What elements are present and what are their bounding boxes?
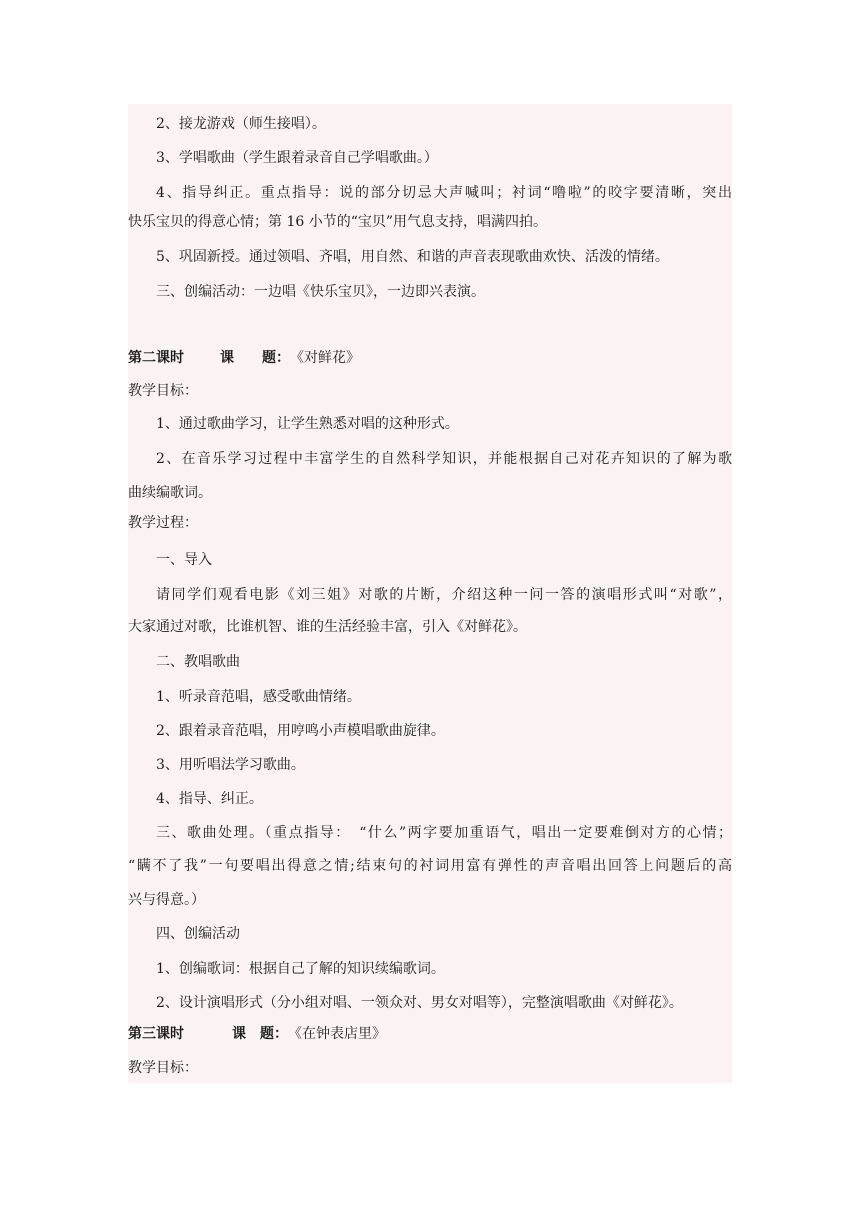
document-page bbox=[128, 104, 732, 1083]
paragraph-line: 1、创编歌词：根据自己了解的知识续编歌词。 bbox=[156, 961, 445, 977]
lesson-label: 第三课时 bbox=[128, 1026, 184, 1042]
paragraph-line: 一、导入 bbox=[156, 552, 212, 568]
lesson-heading bbox=[128, 348, 732, 368]
paragraph-line: 2、接龙游戏（师生接唱）。 bbox=[156, 116, 326, 132]
paragraph-line: 兴与得意。） bbox=[128, 892, 205, 908]
paragraph-line: 四、创编活动 bbox=[156, 926, 240, 942]
paragraph-line: 5、巩固新授。通过领唱、齐唱，用自然、和谐的声音表现歌曲欢快、活泼的情绪。 bbox=[156, 249, 669, 265]
topic-label: 课 题： bbox=[220, 350, 290, 366]
paragraph-line: 三、创编活动：一边唱《快乐宝贝》，一边即兴表演。 bbox=[156, 284, 485, 300]
paragraph-line: 3、学唱歌曲（学生跟着录音自己学唱歌曲。） bbox=[156, 150, 438, 166]
paragraph-line: 1、通过歌曲学习，让学生熟悉对唱的这种形式。 bbox=[156, 416, 459, 432]
section-label: 教学过程： bbox=[128, 515, 198, 531]
paragraph-line: 2、设计演唱形式（分小组对唱、一领众对、男女对唱等），完整演唱歌曲《对鲜花》。 bbox=[156, 995, 683, 1011]
paragraph-line: 4、指导、纠正。 bbox=[156, 791, 263, 807]
paragraph-line: 2、跟着录音范唱，用哼鸣小声模唱歌曲旋律。 bbox=[156, 723, 445, 739]
paragraph-line: “瞒不了我”一句要唱出得意之情;结束句的衬词用富有弹性的声音唱出回答上问题后的高 bbox=[128, 858, 732, 874]
paragraph-line: 大家通过对歌，比谁机智、谁的生活经验丰富，引入《对鲜花》。 bbox=[128, 619, 527, 635]
lesson-label: 第二课时 bbox=[128, 350, 184, 366]
paragraph-line: 4、指导纠正。重点指导：说的部分切忌大声喊叫；衬词“噜啦”的咬字要清晰，突出 bbox=[156, 185, 732, 201]
paragraph-line: 曲续编歌词。 bbox=[128, 485, 212, 501]
paragraph-line: 请同学们观看电影《刘三姐》对歌的片断，介绍这种一问一答的演唱形式叫“对歌”， bbox=[156, 587, 732, 603]
lesson-topic: 《在钟表店里》 bbox=[288, 1026, 386, 1042]
paragraph-line: 2、在音乐学习过程中丰富学生的自然科学知识，并能根据自己对花卉知识的了解为歌 bbox=[156, 451, 732, 467]
paragraph-line: 快乐宝贝的得意心情；第 16 小节的“宝贝”用气息支持，唱满四拍。 bbox=[128, 214, 548, 230]
lesson-heading bbox=[128, 1024, 732, 1044]
section-label: 教学目标： bbox=[128, 383, 198, 399]
paragraph-line: 三、歌曲处理。（重点指导： “什么”两字要加重语气，唱出一定要难倒对方的心情； bbox=[156, 825, 732, 841]
section-label: 教学目标： bbox=[128, 1060, 198, 1076]
topic-label: 课 题： bbox=[232, 1026, 288, 1042]
paragraph-line: 二、教唱歌曲 bbox=[156, 654, 240, 670]
paragraph-line: 3、用听唱法学习歌曲。 bbox=[156, 757, 305, 773]
lesson-topic: 《对鲜花》 bbox=[290, 350, 360, 366]
paragraph-line: 1、听录音范唱，感受歌曲情绪。 bbox=[156, 689, 361, 705]
